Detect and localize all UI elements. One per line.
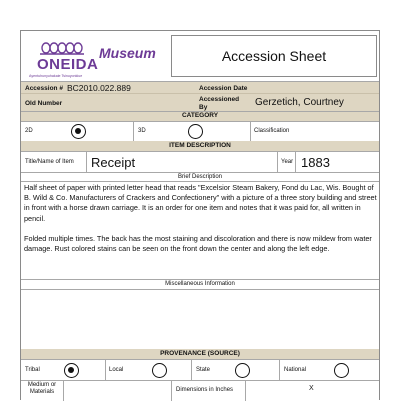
category-2d-label: 2D	[25, 128, 33, 134]
provenance-heading: PROVENANCE (SOURCE)	[21, 349, 379, 359]
old-number-label: Old Number	[25, 100, 63, 107]
accession-date-label: Accession Date	[199, 85, 248, 92]
radio-selected-icon	[75, 128, 81, 134]
brief-description-paragraph-2: Folded multiple times. The back has the most staining and discoloration and there is now mildew from water damage. Rust colored stains can be seen on the front down the center and along the left edge.	[24, 233, 372, 254]
radio-selected-icon	[68, 367, 74, 373]
accessioned-by-value[interactable]: Gerzetich, Courtney	[255, 97, 344, 108]
dimensions-separator: X	[309, 385, 314, 392]
logo	[27, 39, 99, 81]
accession-number-value[interactable]: BC2010.022.889	[67, 83, 131, 93]
category-2d-radio[interactable]	[71, 124, 86, 139]
provenance-local-radio[interactable]	[152, 363, 167, 378]
dimensions-label: Dimensions in Inches	[176, 387, 234, 393]
year-value[interactable]: 1883	[301, 155, 330, 170]
title-box	[171, 35, 377, 77]
misc-info-field[interactable]	[21, 290, 379, 350]
provenance-local-label: Local	[109, 367, 124, 373]
accession-number-label: Accession #	[25, 85, 63, 92]
page-title: Accession Sheet	[221, 48, 327, 64]
accessioned-by-label: Accessioned By	[199, 96, 240, 111]
item-title-value[interactable]: Receipt	[91, 155, 136, 170]
medium-materials-field[interactable]	[64, 381, 170, 400]
provenance-national-label: National	[284, 367, 307, 373]
provenance-tribal-radio[interactable]	[64, 363, 79, 378]
provenance-national-radio[interactable]	[334, 363, 349, 378]
brief-description-text[interactable]	[24, 183, 380, 254]
logo-tagline: Ayentuhunyuhakaie Tsinuyonkiue	[29, 74, 83, 78]
category-3d-label: 3D	[138, 128, 146, 134]
year-label: Year	[281, 159, 294, 165]
classification-label: Classification	[254, 128, 290, 134]
provenance-state-radio[interactable]	[235, 363, 250, 378]
provenance-tribal-label: Tribal	[25, 367, 40, 373]
brief-description-paragraph-1: Half sheet of paper with printed letter head that reads "Excelsior Steam Bakery, Fond du Lac, Wis. Bought of B. Wild & Co. Manufacturers of Crackers and Confectionery" with a picture of a three story building and street in front with a horse drawn carriage. It is an order for one item and notes that it was paid for, all written in pencil.	[24, 183, 377, 223]
provenance-state-label: State	[196, 367, 211, 373]
accession-sheet	[20, 30, 380, 400]
category-heading: CATEGORY	[21, 111, 379, 121]
logo-wordmark: ONEIDA	[37, 56, 99, 73]
medium-materials-label: Medium or Materials	[27, 382, 57, 395]
item-title-label: Title/Name of Item	[25, 159, 74, 165]
museum-label: Museum	[99, 45, 156, 61]
item-description-heading: ITEM DESCRIPTION	[21, 141, 379, 151]
brief-description-label: Brief Description	[177, 174, 222, 180]
category-3d-radio[interactable]	[188, 124, 203, 139]
misc-info-label: Miscellaneous Information	[165, 281, 235, 287]
